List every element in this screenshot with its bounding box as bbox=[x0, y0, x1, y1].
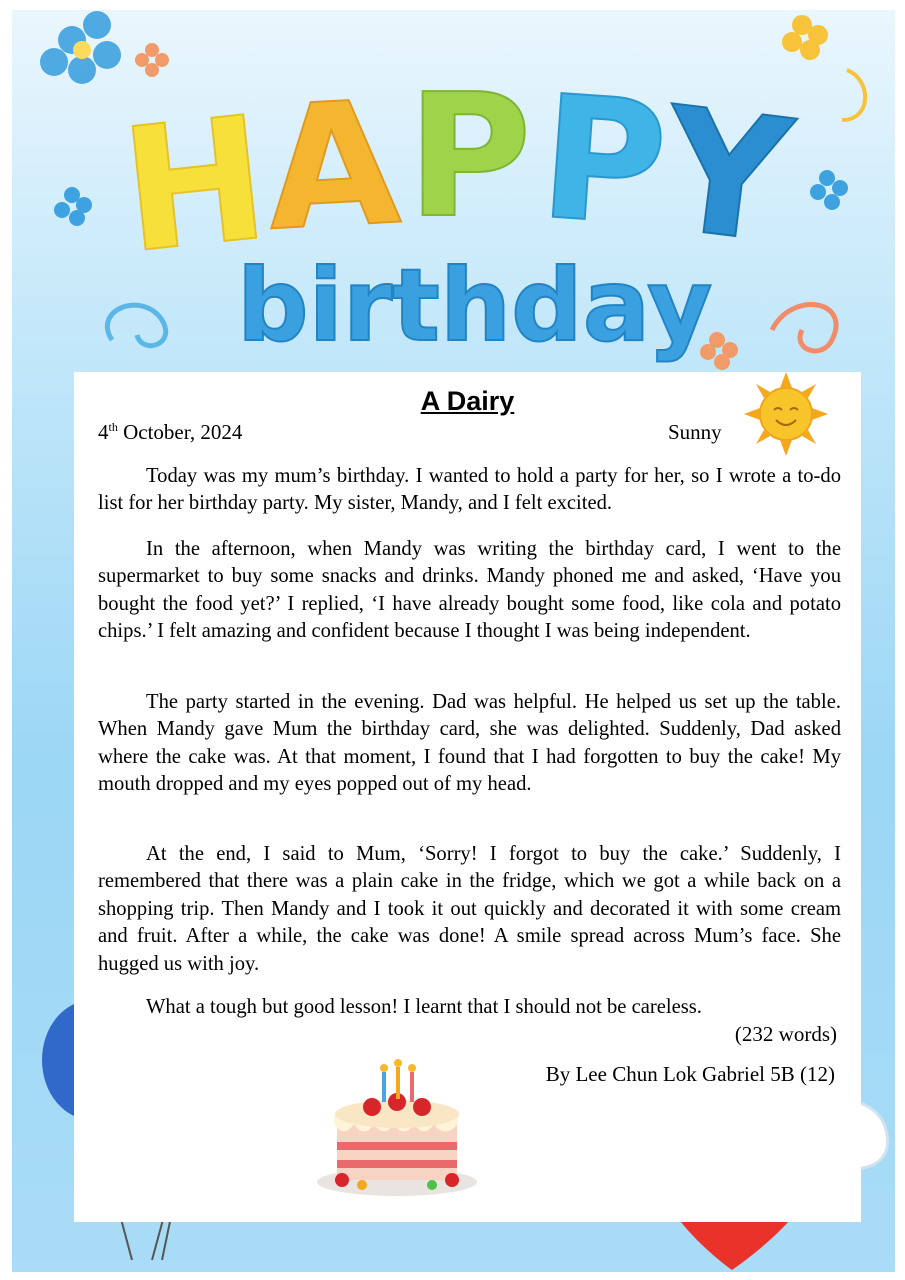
diary-panel bbox=[74, 372, 861, 1222]
happy-letter-p: P bbox=[534, 59, 673, 266]
weather-label: Sunny bbox=[668, 420, 722, 444]
diary-paragraph: Today was my mum’s birthday. I wanted to hold a party for her, so I wrote a to-do list for her birthday party. My sister, Mandy, and I felt excited. bbox=[98, 465, 841, 515]
diary-paragraph: In the afternoon, when Mandy was writing the birthday card, I went to the supermarket to buy some snacks and drinks. Mandy phoned me and asked, ‘Have you bought the food yet?’ I replied, ‘I have already bought some food, like cola and potato chips.’ I felt amazing and confident because I thought I was being independent. bbox=[98, 538, 841, 643]
happy-letter-a: A bbox=[262, 64, 405, 270]
swirl-decoration-icon bbox=[772, 305, 836, 351]
swirl-decoration-icon bbox=[107, 305, 165, 345]
flower-decoration-icon bbox=[54, 187, 92, 226]
page-title: A Dairy bbox=[420, 386, 515, 416]
diary-date bbox=[98, 420, 242, 445]
word-count: (232 words) bbox=[734, 1022, 837, 1046]
flower-decoration-icon bbox=[782, 15, 828, 60]
happy-birthday-banner bbox=[12, 10, 895, 370]
happy-letter-y: Y bbox=[653, 70, 800, 283]
swirl-decoration-icon bbox=[842, 70, 865, 120]
diary-paragraph: What a tough but good lesson! I learnt that I should not be careless. bbox=[146, 996, 702, 1018]
author-byline: By Lee Chun Lok Gabriel 5B (12) bbox=[545, 1062, 835, 1086]
date-day: 4 bbox=[98, 420, 109, 444]
happy-letter-h: H bbox=[113, 79, 276, 292]
flower-decoration-icon bbox=[810, 170, 848, 210]
happy-letter-p: P bbox=[407, 58, 532, 256]
diary-paragraph: The party started in the evening. Dad was helpful. He helped us set up the table. When Mandy gave Mum the birthday card, she was delighted. Suddenly, Dad asked where the cake was. At that moment, I found that I had forgotten to buy the cake! My mouth dropped and my eyes popped out of my head. bbox=[98, 691, 841, 796]
flower-decoration-icon bbox=[135, 43, 169, 77]
date-suffix: th bbox=[108, 420, 118, 434]
card-background bbox=[12, 10, 895, 1272]
diary-paragraph: At the end, I said to Mum, ‘Sorry! I forgot to buy the cake.’ Suddenly, I remembered that there was a plain cake in the fridge, which we got a while back on a shopping trip. Then Mandy and I took it out quickly and decorated it with some cream and fruit. After a while, the cake was done! A smile spread across Mum’s face. She hugged us with joy. bbox=[98, 843, 841, 975]
sun-icon bbox=[744, 372, 828, 456]
date-rest: October, 2024 bbox=[117, 420, 243, 444]
birthday-word: birthday bbox=[237, 247, 713, 364]
flower-decoration-icon bbox=[40, 11, 121, 84]
birthday-cake-icon bbox=[312, 1052, 482, 1202]
